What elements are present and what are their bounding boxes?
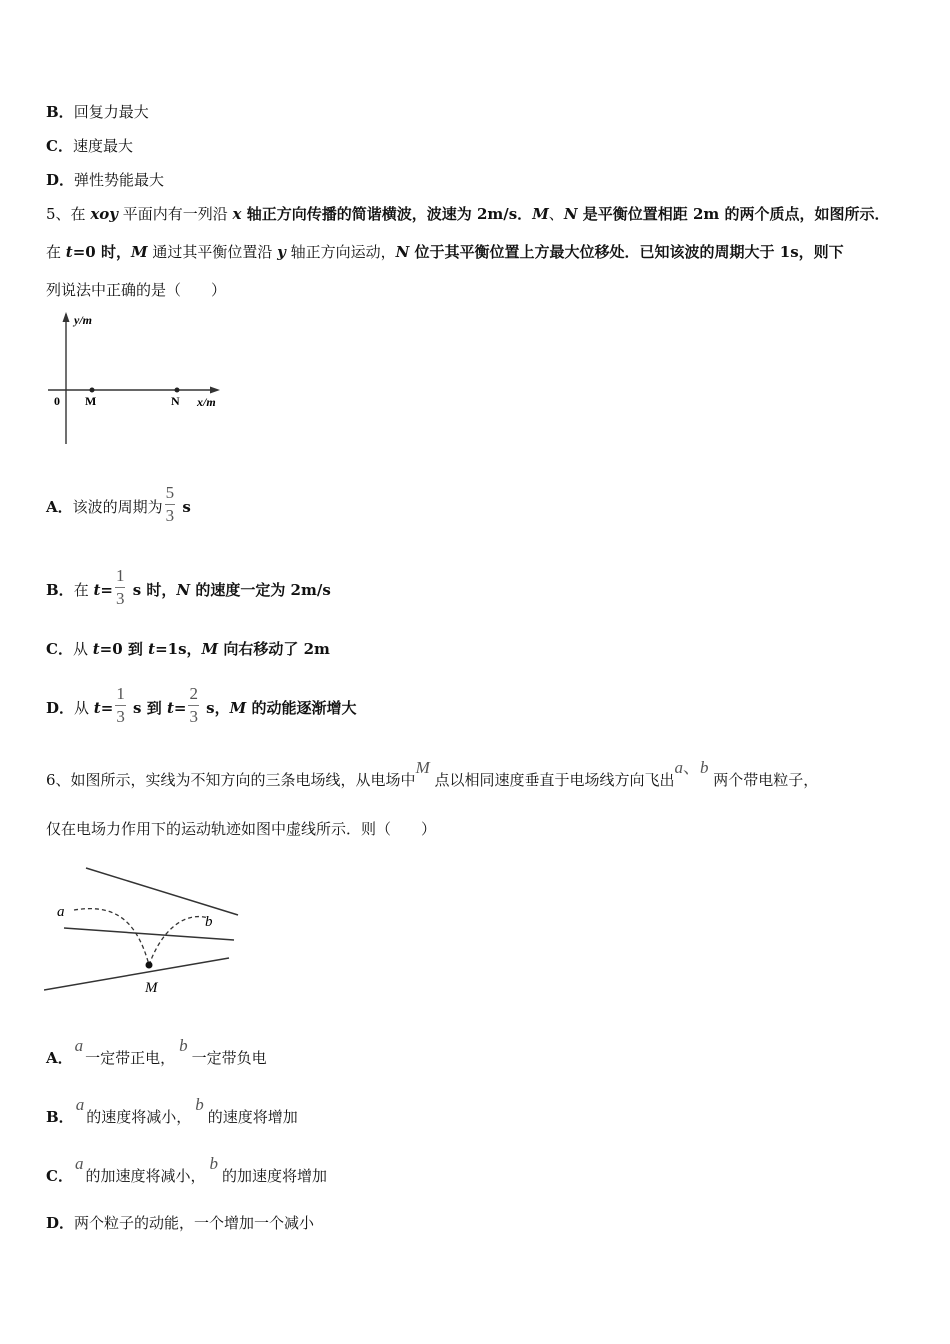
fraction bbox=[115, 567, 126, 608]
option-text: 弹性势能最大 bbox=[74, 171, 165, 189]
text: s 到 bbox=[127, 699, 167, 717]
q6-stem-line-1 bbox=[46, 758, 819, 790]
var-y: y bbox=[277, 243, 286, 261]
trajectory-a bbox=[74, 909, 149, 965]
q5-stem-line-2 bbox=[46, 242, 844, 262]
point-n bbox=[175, 388, 180, 393]
text: 点以相同速度垂直于电场线方向飞出 bbox=[429, 771, 675, 789]
text: 通过其平衡位置沿 bbox=[147, 243, 278, 261]
var-t: t bbox=[92, 640, 100, 658]
q4-option-b bbox=[46, 102, 149, 122]
var-M: M bbox=[130, 243, 148, 261]
fraction-denominator: 3 bbox=[189, 706, 198, 726]
label-a: a bbox=[57, 904, 65, 920]
option-label: C． bbox=[46, 137, 73, 155]
q5-stem-line-3 bbox=[46, 280, 226, 300]
text: 轴正方向传播的简谐横波，波速为 2m/s． bbox=[241, 205, 533, 223]
fraction-numerator: 1 bbox=[115, 567, 126, 588]
origin-label: 0 bbox=[54, 394, 60, 408]
var-t: t bbox=[166, 699, 174, 717]
x-axis-arrow bbox=[210, 387, 220, 394]
text: 向右移动了 2m bbox=[218, 640, 330, 658]
q6-option-c bbox=[46, 1154, 327, 1186]
x-axis-label: x/m bbox=[197, 395, 216, 409]
q6-option-a bbox=[46, 1036, 267, 1068]
field-lines-figure bbox=[44, 862, 244, 1006]
option-label: B． bbox=[46, 1108, 74, 1126]
text: 轴正方向运动， bbox=[285, 243, 396, 261]
text: 的速度将增加 bbox=[207, 1108, 298, 1126]
var-M: M bbox=[415, 758, 430, 777]
fraction-numerator: 1 bbox=[115, 685, 126, 706]
text: 如图所示，实线为不知方向的三条电场线，从电场中 bbox=[70, 771, 416, 789]
q5-stem-line-1 bbox=[46, 204, 890, 224]
text: 从 bbox=[74, 699, 94, 717]
var-M: M bbox=[229, 699, 247, 717]
text: 位于其平衡位置上方最大位移处．已知该波的周期大于 1s，则下 bbox=[409, 243, 844, 261]
var-b: b bbox=[179, 1036, 188, 1055]
fraction bbox=[115, 685, 126, 726]
option-label: D． bbox=[46, 171, 75, 189]
text: =1s， bbox=[155, 640, 202, 658]
var-a: a bbox=[74, 1036, 84, 1055]
var-t: t bbox=[65, 243, 73, 261]
text: 从 bbox=[72, 640, 93, 658]
option-label: C． bbox=[46, 640, 73, 658]
text: 平面内有一列沿 bbox=[118, 205, 233, 223]
text: 的动能逐渐增大 bbox=[246, 699, 357, 717]
var-N: N bbox=[176, 581, 191, 599]
text: =0 到 bbox=[99, 640, 149, 658]
option-text: 回复力最大 bbox=[73, 103, 149, 121]
option-label: D． bbox=[46, 699, 75, 717]
q5-option-b bbox=[46, 565, 331, 612]
fraction bbox=[165, 484, 176, 525]
fraction bbox=[188, 685, 199, 726]
text: 在 bbox=[70, 205, 91, 223]
var-N: N bbox=[395, 243, 410, 261]
text: = bbox=[100, 699, 114, 717]
y-axis-label: y/m bbox=[74, 313, 92, 327]
var-t: t bbox=[93, 699, 101, 717]
unit: s bbox=[177, 498, 191, 516]
text: 一定带负电 bbox=[191, 1049, 267, 1067]
point-m bbox=[146, 962, 153, 969]
text: 、 bbox=[548, 205, 564, 223]
text: s 时， bbox=[127, 581, 177, 599]
text: 是平衡位置相距 2m 的两个质点，如图所示． bbox=[577, 205, 890, 223]
option-label: A． bbox=[46, 1049, 73, 1067]
text: 的加速度将增加 bbox=[221, 1167, 327, 1185]
var-M: M bbox=[201, 640, 219, 658]
var-M: M bbox=[532, 205, 549, 223]
fraction-numerator: 5 bbox=[165, 484, 176, 505]
var-t: t bbox=[93, 581, 101, 599]
text: 的速度将减小， bbox=[86, 1108, 192, 1126]
q5-option-d bbox=[46, 683, 357, 730]
text: 在 bbox=[46, 243, 66, 261]
point-m-label: M bbox=[85, 394, 97, 408]
text: 的加速度将减小， bbox=[85, 1167, 206, 1185]
var-xoy: xoy bbox=[90, 205, 118, 223]
text: 的速度一定为 2m/s bbox=[190, 581, 331, 599]
trajectory-b bbox=[149, 917, 208, 965]
option-label: C． bbox=[46, 1167, 73, 1185]
text: 、 bbox=[683, 758, 701, 777]
q6-number: 6、 bbox=[46, 771, 71, 789]
q5-number: 5、 bbox=[46, 205, 71, 223]
option-label: A． bbox=[46, 498, 73, 516]
fraction-denominator: 3 bbox=[116, 706, 125, 726]
option-text: 该波的周期为 bbox=[72, 498, 163, 516]
option-label: B． bbox=[46, 103, 74, 121]
y-axis-arrow bbox=[63, 312, 70, 322]
q4-option-d bbox=[46, 170, 164, 190]
field-line-top bbox=[86, 868, 238, 915]
text: s， bbox=[200, 699, 230, 717]
text: 两个带电粒子， bbox=[708, 771, 819, 789]
var-t: t bbox=[148, 640, 156, 658]
label-m: M bbox=[145, 980, 158, 996]
label-b: b bbox=[205, 914, 213, 930]
var-b: b bbox=[195, 1095, 204, 1114]
field-line-bottom bbox=[44, 958, 229, 990]
var-N: N bbox=[563, 205, 578, 223]
option-label: B． bbox=[46, 581, 74, 599]
text: = bbox=[100, 581, 113, 599]
option-text: 速度最大 bbox=[72, 137, 133, 155]
wave-axes-figure bbox=[44, 308, 234, 448]
var-x: x bbox=[232, 205, 242, 223]
option-label: D． bbox=[46, 1214, 75, 1232]
fraction-denominator: 3 bbox=[165, 505, 175, 525]
text: = bbox=[173, 699, 187, 717]
text: =0 时， bbox=[72, 243, 131, 261]
text: 在 bbox=[73, 581, 94, 599]
point-n-label: N bbox=[171, 394, 180, 408]
var-a: a bbox=[74, 1154, 84, 1173]
text: 仅在电场力作用下的运动轨迹如图中虚线所示．则（ ） bbox=[46, 820, 437, 838]
option-text: 两个粒子的动能，一个增加一个减小 bbox=[74, 1214, 315, 1232]
text: 一定带正电， bbox=[85, 1049, 176, 1067]
var-b: b bbox=[700, 758, 709, 777]
var-a: a bbox=[75, 1095, 85, 1114]
fraction-numerator: 2 bbox=[188, 685, 199, 706]
fraction-denominator: 3 bbox=[115, 588, 125, 608]
q4-option-c bbox=[46, 136, 133, 156]
text: 列说法中正确的是（ ） bbox=[46, 281, 227, 299]
q6-option-b bbox=[46, 1095, 298, 1127]
q6-option-d bbox=[46, 1213, 314, 1233]
var-b: b bbox=[209, 1154, 218, 1173]
q6-stem-line-2 bbox=[46, 819, 436, 839]
q5-option-c bbox=[46, 639, 330, 659]
q5-option-a bbox=[46, 482, 191, 529]
point-m bbox=[90, 388, 95, 393]
var-a: a bbox=[674, 758, 684, 777]
